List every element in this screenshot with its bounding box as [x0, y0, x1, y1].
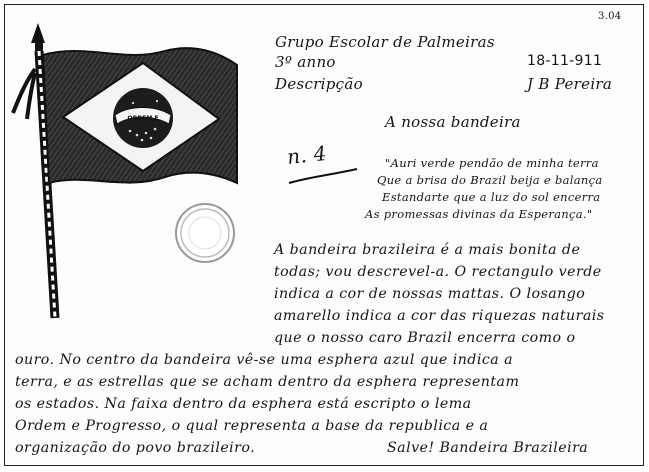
grade-label: 3º anno — [275, 53, 336, 71]
body-line: organização do povo brazileiro. — [15, 440, 256, 456]
flag-cloth — [43, 48, 237, 183]
body-line: os estados. Na faixa dentro da esphera está escripto o lema — [15, 396, 472, 412]
flag-band-text: ORDEM E — [127, 115, 159, 122]
composition-title: A nossa bandeira — [385, 113, 521, 131]
composition-type: Descripção — [275, 75, 363, 93]
school-name: Grupo Escolar de Palmeiras — [275, 33, 495, 51]
page-number: 3.04 — [598, 11, 622, 22]
author-name: J B Pereira — [527, 75, 613, 93]
flag-illustration — [5, 23, 250, 323]
verse-line: As promessas divinas da Esperança." — [365, 207, 593, 221]
body-line: amarello indica a cor das riquezas naturais — [274, 308, 605, 324]
body-line: indica a cor de nossas mattas. O losango — [274, 286, 586, 302]
body-line: ouro. No centro da bandeira vê-se uma esphera azul que indica a — [15, 352, 513, 368]
body-line: Ordem e Progresso, o qual representa a base da republica e a — [15, 418, 489, 434]
verse-line: "Auri verde pendão de minha terra — [385, 156, 599, 170]
margin-mark-underline — [285, 165, 365, 195]
stamp-seal — [176, 204, 234, 262]
date: 18-11-911 — [527, 53, 603, 69]
body-line: que o nosso caro Brazil encerra como o — [274, 330, 576, 346]
body-line: todas; vou descrevel-a. O rectangulo verde — [274, 264, 602, 280]
closing-salute: Salve! Bandeira Brazileira — [387, 440, 589, 456]
verse-line: Estandarte que a luz do sol encerra — [382, 190, 601, 204]
body-line: terra, e as estrellas que se acham dentro da esphera representam — [15, 374, 520, 390]
verse-line: Que a brisa do Brazil beija e balança — [377, 173, 603, 187]
margin-grade-mark: n. 4 — [285, 140, 328, 170]
document-page — [4, 4, 644, 466]
body-line: A bandeira brazileira é a mais bonita de — [274, 242, 581, 258]
